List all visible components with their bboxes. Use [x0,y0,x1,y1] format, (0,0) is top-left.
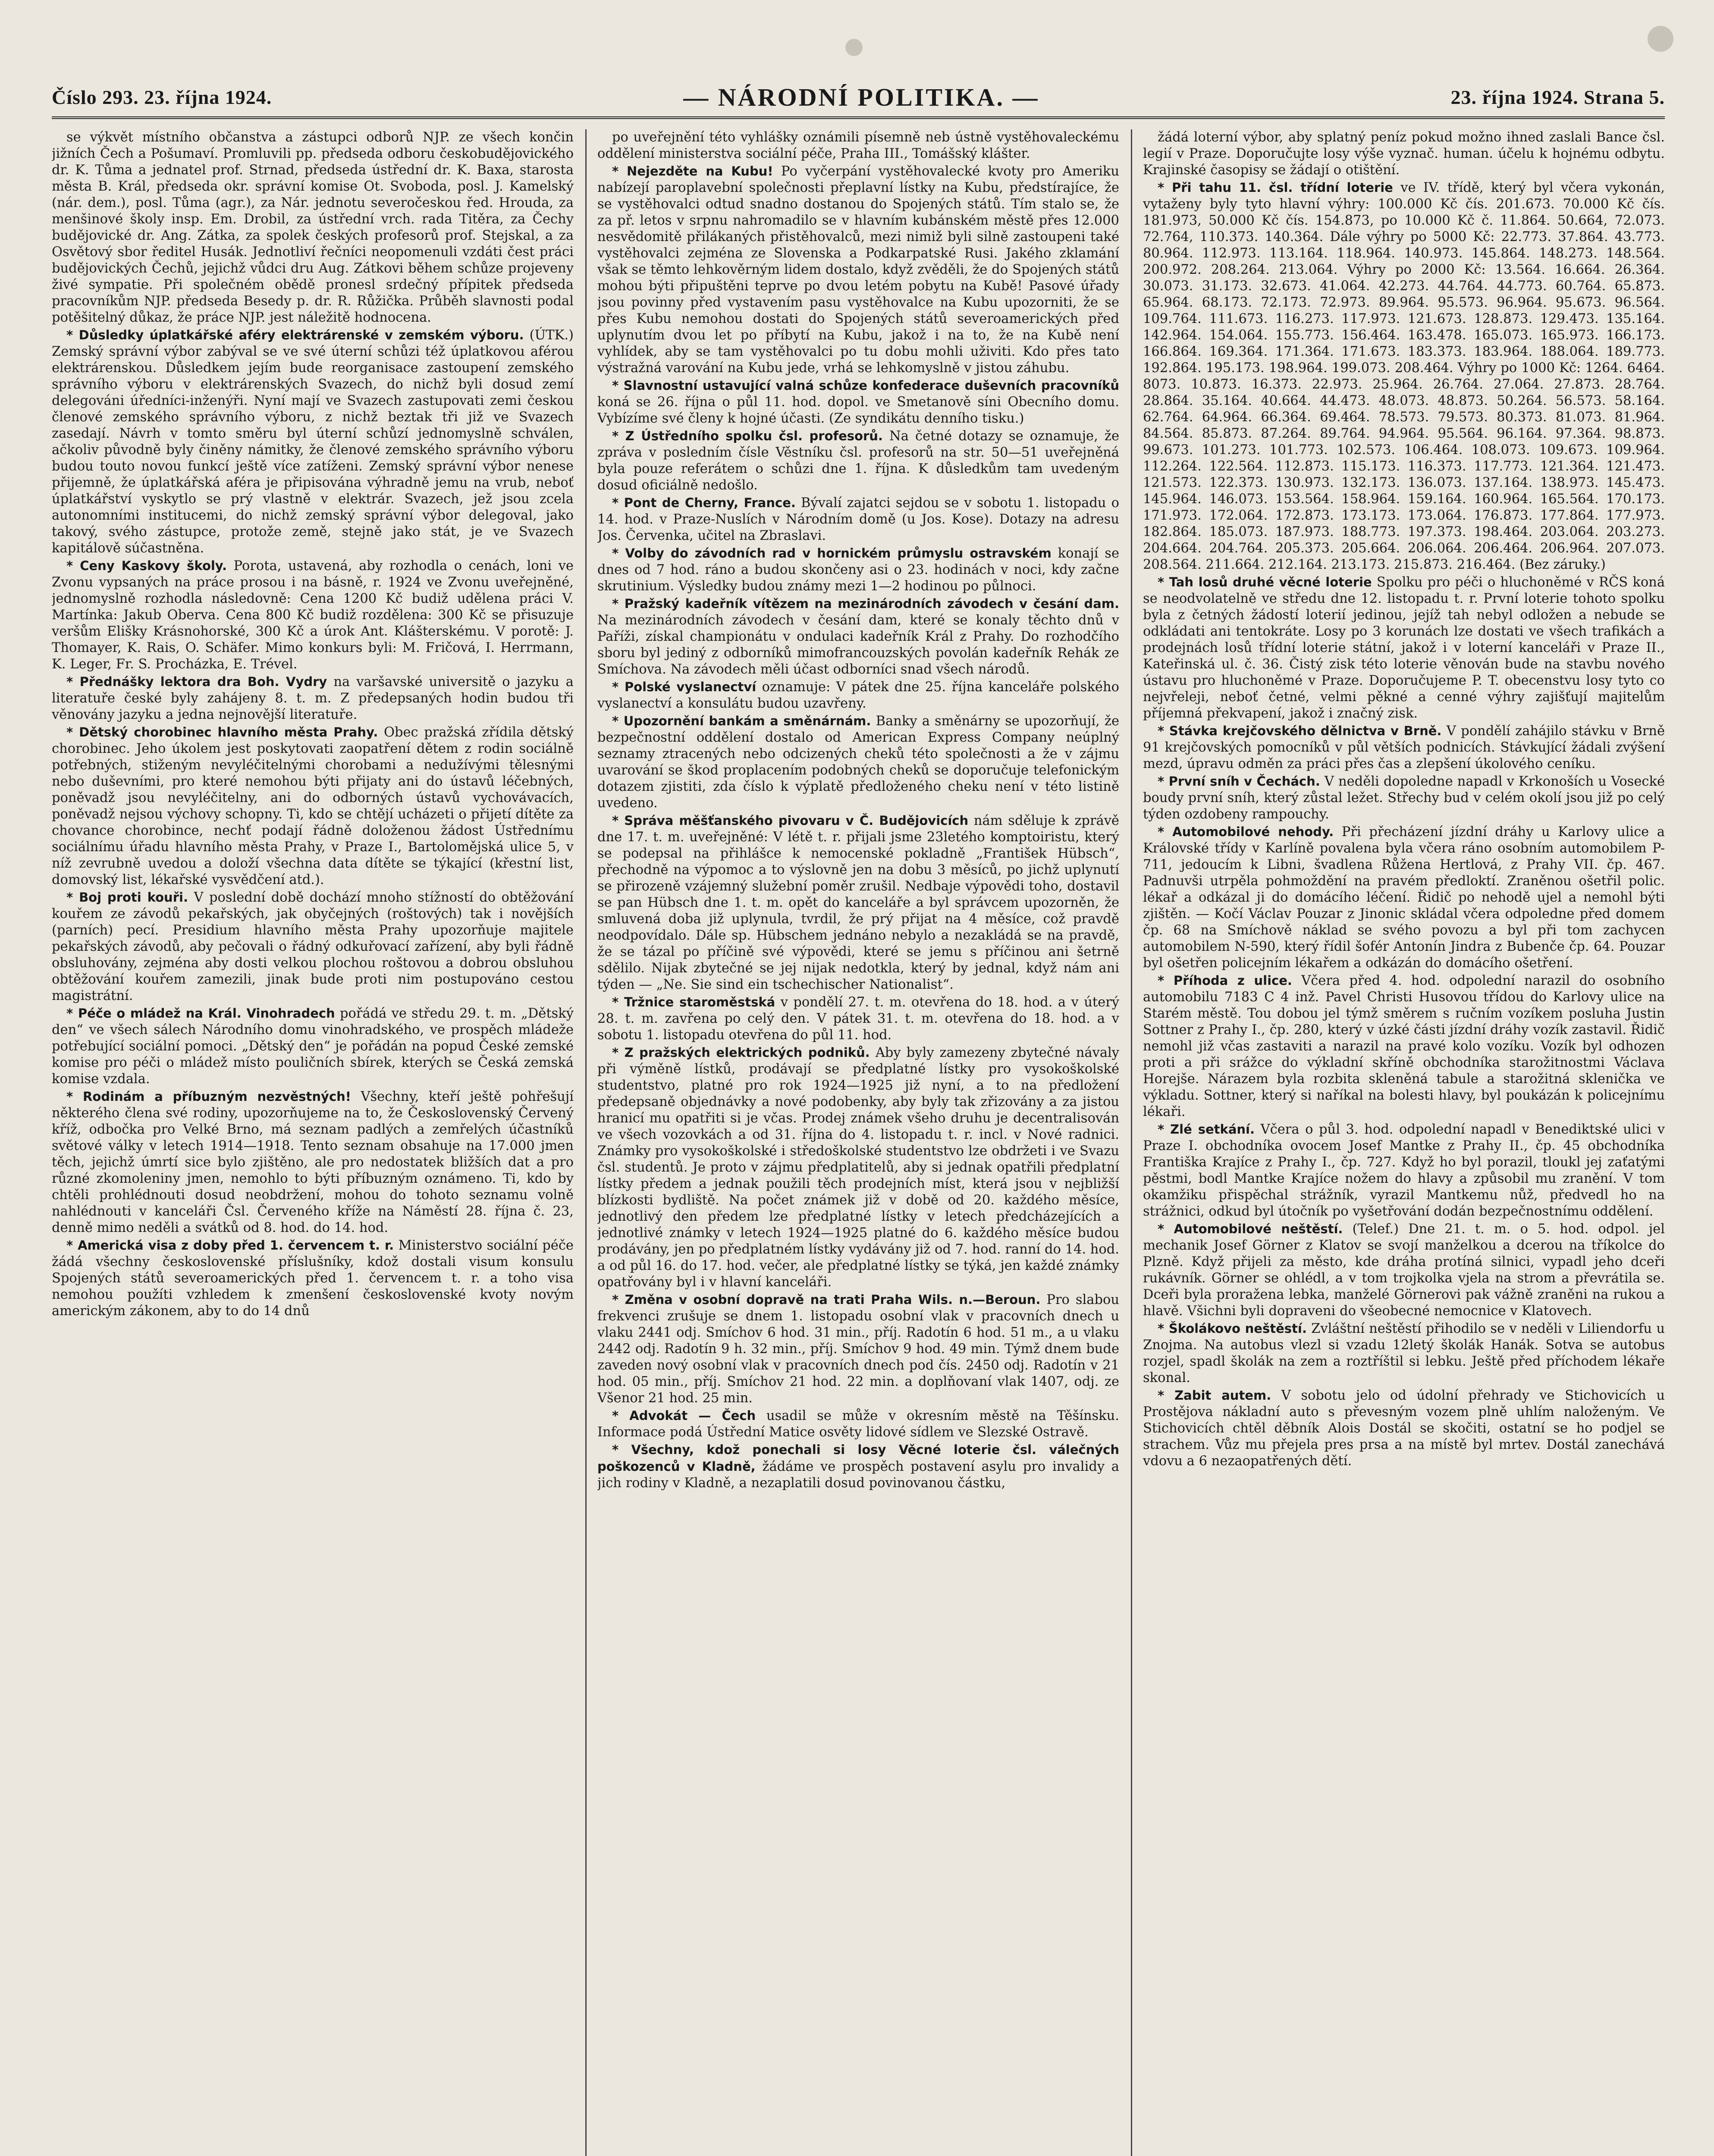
news-item [597,812,1119,993]
news-headline: * Z Ústředního spolku čsl. profesorů. [612,429,883,443]
issue-info: Číslo 293. 23. října 1924. [52,86,272,108]
newspaper-page [52,78,1665,2156]
news-body: Aby byly zamezeny zbytečné návaly při výměně lístků, prodávají se předplatné lístky pro vysokoškolské studentstvo, platné pro rok 1924—1925 již nyní, a to na předložení předepsaně objednávky a nové podobenky, aby byly tak zřizovány a za jistou hranicí mu opatřiti si je včas. Prodej známek všeho druhu je decentralisován ve všech vozovkách a od 31. října do 4. listopadu t. r. incl. v Nové radnici. Známky pro vysokoškolské i středoškolské studentstvo lze obdržeti i ve Svazu čsl. studentů. Je proto v zájmu předplatitelů, aby si jednak opatřili předplatní lístky předem a jednak použili těch prodejních míst, která jsou v nejbližší blízkosti bydliště. Na počet známek již v době od 20. každého měsíce, jednotlivý den předem lze předplatné lístky v letech předcházejících a jednotlivé známky v letech 1924—1925 platné do 6. každého měsíce budou prodávány, jen po předplatném lístky vydávány již od 7. hod. ranní do 14. hod. a od půl 16. do 17. hod. večer, ale předplatné lístky se týká, jen každé známky opatřovány byl i v hlavní kanceláři. [597,1045,1119,1290]
news-item [597,129,1119,162]
news-item [52,327,574,557]
news-headline: * Stávka krejčovského dělnictva v Brně. [1158,724,1442,738]
news-item [52,1005,574,1087]
news-headline: * Upozornění bankám a směnárnám. [612,714,871,728]
news-item [1143,773,1665,823]
page-header [52,78,1665,119]
news-item [1143,1387,1665,1470]
news-body: Všechny, kteří ještě pohřešují některého člena své rodiny, upozorňujeme na to, že Československý Červený kříž, odbočka pro Velké Brno, má seznam padlých a zemřelých účastníků světové války v letech 1914—1918. Tento seznam obsahuje na 17.000 jmen těch, jejichž úmrtí sice bylo zjištěno, ale pro nedostatek bližších dat a pro různé zkomoleniny jmen, nemohlo to býti příbuzným oznámeno. Ti, kdo by chtěli prohlédnouti dosud neobdržení, mohou do tohoto seznamu volně nahlédnouti v kanceláři Čsl. Červeného kříže na Náměstí 28. října č. 23, denně mimo neděli a svátků od 8. hod. do 14. hod. [52,1089,574,1235]
news-item [597,377,1119,427]
news-item [597,1442,1119,1492]
news-body: V sobotu jelo od údolní přehrady ve Stichovicích u Prostějova nákladní auto s převesným vozem plně uhlím naloženým. Ve Stichovicích chtěl děbník Alois Dostál se skočiti, ostatní se ho podjel se strachem. Vůz mu přejela pres prsa a na místě byl mrtev. Dostál zanechává vdovu a 6 nezaopatřených dětí. [1143,1388,1665,1469]
news-item [1143,824,1665,971]
news-body: Bývalí zajatci sejdou se v sobotu 1. listopadu o 14. hod. v Praze-Nuslích v Národním domě (u Jos. Kose). Dotazy na adresu Jos. Červenka, učitel na Zbraslavi. [597,495,1119,543]
news-headline: * Zlé setkání. [1158,1122,1255,1137]
news-headline: * Automobilové neštěstí. [1158,1222,1343,1236]
news-item [1143,129,1665,179]
news-item [597,595,1119,678]
news-item [1143,574,1665,722]
news-item [52,558,574,673]
news-item [52,724,574,888]
news-body: nám sděluje k zprávě dne 17. t. m. uveřejněné: V létě t. r. přijali jsme 23letého komptoiristu, který se podepsal na přihlášce k nemocenské pokladně „František Hübsch“, přechodně na výpomoc a to výslovně jen na dobu 3 měsíců, po jichž uplynutí se přirozeně vzájemný služební poměr zrušil. Nedbaje výpovědi toho, dostavil se pan Hübsch dne 1. t. m. opět do kanceláře a byl správcem upozorněn, že smluvená doba již uplynula, tvrdil, že prý přijat na 4 měsíce, což pravdě neodpovídalo. Dále sp. Hübschem jednáno nebylo a nezakládá se na pravdě, že se tázal po příčině své výpovědi, které se jemu s příčinou ani šetrně sdělilo. Nijak zbytečné se jej nijak nedotkla, který by jednal, když nám ani týden — „Ne. Sie sind ein tschechischer Nationalist“. [597,813,1119,992]
news-body: v pondělí 27. t. m. otevřena do 18. hod. a v úterý 28. t. m. zavřena po celý den. V pátek 31. t. m. otevřena do 18. hod. a v sobotu 1. listopadu otevřena do půl 11. hod. [597,995,1119,1043]
news-headline: * Americká visa z doby před 1. červencem t. r. [66,1238,394,1253]
news-body: po uveřejnění této vyhlášky oznámili písemně neb ústně vystěhovaleckému oddělení ministerstva sociální péče, Praha III., Tomášský klášter. [597,130,1119,161]
news-headline: * Správa měšťanského pivovaru v Č. Budějovicích [612,813,969,828]
news-body: žádáme ve prospěch postavení asylu pro invalidy a jich rodiny v Kladně, a nezaplatili dosud povinovanou částku, [597,1459,1119,1491]
news-headline: * Zabit autem. [1158,1388,1271,1403]
news-item [1143,1221,1665,1319]
news-item [52,889,574,1004]
news-item [597,163,1119,376]
news-body: pořádá ve středu 29. t. m. „Dětský den“ ve všech sálech Národního domu vinohradského, ve prospěch mládeže potřebující sociální pomoci. „Dětský den“ je pořádán na popud České zemské komise pro péči o mládež místo pouličních sbírek, kterých se Česká zemská komise vzdala. [52,1006,574,1087]
news-item [1143,1121,1665,1220]
news-item [52,129,574,326]
news-body: Pro slabou frekvenci zrušuje se dnem 1. listopadu osobní vlak v pracovních dnech u vlaku 2441 odj. Smíchov 6 hod. 31 min., příj. Radotín 6 hod. 51 m., a u vlaku 2442 odj. Radotín 9 h. 32 min., příj. Smíchov 9 hod. 49 min. Týmž dnem bude zaveden nový osobní vlak v pracovních dnech pod čís. 2450 odj. Radotín v 21 hod. 05 min., příj. Smíchov 21 hod. 22 min. a doplňovaní vlak 1407, odj. ze Všenor 21 hod. 25 min. [597,1292,1119,1406]
news-item [52,674,574,723]
news-headline: * Boj proti kouři. [66,890,188,905]
news-body: Při přecházení jízdní dráhy u Karlovy ulice a Královské třídy v Karlíně povalena byla včera ráno osobním automobilem P-711, jedoucím k Libni, švadlena Růžena Hertlová, z Prahy VII. čp. 467. Padnuvši utrpěla pohmoždění na pravém předloktí. Zraněnou ošetřil polic. lékař a odkázal ji do domácího léčení. Řidič po nehodě ujel a nemohl býti zjištěn. — Kočí Václav Pouzar z Jinonic skládal včera odpoledne před domem čp. 68 na Smíchově náklad se svého povozu a byl při tom zachycen automobilem N-590, který řídil šofér Antonín Jindra z Bubenče čp. 64. Pouzar byl ošetřen policejním lékařem a odkázán do domácího ošetření. [1143,824,1665,971]
news-item [1143,723,1665,772]
news-headline: * První sníh v Čechách. [1158,774,1320,789]
news-body: V neděli dopoledne napadl v Krkonoších u Vosecké boudy první sníh, který zůstal ležet. Střechy bud v celém okolí jsou již po celý týden ozdobeny rampouchy. [1143,774,1665,822]
news-headline: * Důsledky úplatkářské aféry elektrárenské v zemském výboru. [66,328,524,342]
news-item [597,1044,1119,1291]
news-body: usadil se může v okresním městě na Těšínsku. Informace podá Ústřední Matice osvěty lidové sídlem ve Slezské Ostravě. [597,1408,1119,1440]
news-headline: * Ceny Kaskovy školy. [66,558,227,573]
paper-stain [1648,26,1673,52]
news-item [597,428,1119,494]
article-columns [52,129,1665,2156]
news-body: Včera o půl 3. hod. odpolední napadl v Benediktské ulici v Praze I. obchodníka ovocem Josef Mantke z Prahy II., čp. 45 obchodníka Františka Krajíce z Prahy I., čp. 727. Když ho byl porazil, tloukl jej zaťatými pěstmi, bodl Mantke Krajíce nožem do hlavy a způsobil mu zranění. V tom okamžiku přispěchal strážník, vyrazil Mantkemu nůž, předvedl ho na strážnici, odkud byl útočník po vyšetřování dodán bezpečnostnímu oddělení. [1143,1122,1665,1219]
news-body: Banky a směnárny se upozorňují, že bezpečnostní oddělení dostalo od American Express Company neúplný seznamy ztracených nebo odcizených cheků této společnosti a že v zájmu uvarování se škod proplacením podobných cheků se doporučuje telefonickým dotazem zjistiti, zda číslo k výplatě předloženého cheku není v této listině uvedeno. [597,714,1119,811]
news-item [52,1237,574,1319]
news-item [597,495,1119,544]
news-body: Po vyčerpání vystěhovalecké kvoty pro Ameriku nabízejí paroplavební společnosti přeplavní lístky na Kubu, předstírajíce, že se vystěhovalci odtud snadno dostanou do Spojených států. Tím stalo se, že za př. letos v srpnu nahromadilo se v hlavním kubánském městě přes 12.000 nesvědomitě přilákaných přistěhovalců, mezi nimiž byli silně zastoupeni také vystěhovalci zejména ze Slovenska a Podkarpatské Rusi. Jakého zklamání však se těmto lehkověrným lidem dostalo, když zvěděli, že do Spojených států mohou býti připuštěni teprve po dvou letém pobytu na Kubě! Pasové úřady jsou povinny před vystavením pasu vystěhovalce na Kubu upozorniti, že se přes Kubu nemohou dostati do Spojených států severoamerických před uplynutím dvou let po příbytí na Kubu, jakož i na to, že na Kubě není vyhlídek, aby se tam vystěhovalci po tu dobu mohli uživiti. Kdo přes tato výstražná varování na Kubu jede, vrhá se lehkomyslně v jistou záhubu. [597,164,1119,376]
masthead: — NÁRODNÍ POLITIKA. — [683,83,1039,111]
news-item [597,994,1119,1044]
news-item [597,545,1119,595]
news-body: Porota, ustavená, aby rozhodla o cenách, loni ve Zvonu vypsaných na práce prosou i na básně, r. 1924 ve Zvonu uveřejněné, jednomyslně rozhodla následovně: Cena 1200 Kč budiž udělena práci V. Martínka: Jakub Oberva. Cena 800 Kč budiž rozdělena: 300 Kč se přisuzuje veršům Elišky Krásnohorské, 300 Kč a úrok Ant. Klášterskému. V porotě: J. Thomayer, K. Rais, O. Schäfer. Mimo konkurs byli: M. Fričová, I. Herrmann, K. Leger, Fr. S. Procházka, E. Trével. [52,558,574,672]
news-body: na varšavské universitě o jazyku a literatuře české byly zahájeny 8. t. m. Z předepsaných hodin budou tři věnovány jazyku a jedna nejnovější literatuře. [52,674,574,722]
news-body: Ministerstvo sociální péče žádá všechny československé příslušníky, kdož dostali visum konsulu Spojených států severoamerických před 1. červencem t. r. a toho visa nemohou použíti vzhledem k zmenšení československé kvoty novým americkým zákonem, aby to do 14 dnů [52,1238,574,1319]
news-headline: * Volby do závodních rad v hornickém průmyslu ostravském [612,546,1052,561]
news-body: V pondělí zahájilo stávku v Brně 91 krejčovských pomocníků v půl větších podnicích. Stávkující žádali zvýšení mezd, úpravu odměn za práci přes čas a zlepšení úkolového ceníku. [1143,724,1665,771]
news-headline: * Změna v osobní dopravě na trati Praha Wils. n.—Beroun. [612,1292,1041,1307]
column-3 [1143,129,1665,2156]
news-item [597,679,1119,712]
news-item [1143,1320,1665,1386]
news-headline: * Pražský kadeřník vítězem na mezinárodních závodech v česání dam. [612,596,1119,611]
news-item [597,1407,1119,1441]
paper-stain [845,39,863,56]
news-body: Včera před 4. hod. odpolední narazil do osobního automobilu 7183 C 4 inž. Pavel Christi Husovou třídou do Karlovy ulice na Starém městě. Tou dobou jel týmž směrem s ručním vozíkem posluha Justin Sottner z Prahy I., čp. 280, který v úzké části jízdní dráhy vozík zastavil. Řidič nemohl již včas zastaviti a narazil na pravé kolo vozíku. Vozík byl odhozen proti a při srážce do výkladní skříně obchodníka starožitnostmi Václava Horejše. Nárazem byla rozbita skleněná tabule a starožitná sklenička ve výkladu. Sottner, který si naříkal na bolesti hlavy, byl poukázán k policejnímu lékaři. [1143,973,1665,1119]
news-body: Spolku pro péči o hluchoněmé v RČS koná se neodvolatelně ve středu dne 12. listopadu t. r. První loterie tohoto spolku byla z četných žádostí loterií jedinou, jejíž tah nebyl odložen a nebude se odkládati ani tentokráte. Losy po 3 korunách lze dostati ve všech trafikách a prodejnách losů třídní loterie státní, jakož i v loterní kanceláři v Praze II., Kateřinská ul. č. 36. Čistý zisk této loterie věnován bude na stavbu nového ústavu pro hluchoněmé v Praze. Doporučujeme P. T. obecenstvu losy tyto co nejvřeleji, neboť četné, velmi pěkné a cenné výhry zajišťují majitelům příjemná překvapení, jakož i značný zisk. [1143,575,1665,721]
news-body: Na mezinárodních závodech v česání dam, které se konaly těchto dnů v Paříži, získal championátu v ondulaci kadeřník Král z Prahy. Do rozhodčího sboru byl jediný z odborníků mimofrancouzských povolán kadeřník Rehák ze Smíchova. Na závodech měli účast odborníci snad všech národů. [597,613,1119,677]
news-item [1143,179,1665,573]
news-headline: * Tržnice staroměstská [612,995,775,1009]
news-headline: * Polské vyslanectví [612,680,757,694]
news-body: se výkvět místního občanstva a zástupci odborů NJP. ze všech končin jižních Čech a Pošumaví. Promluvili pp. předseda odboru českobudějovického dr. K. Tůma a jednatel prof. Strnad, předseda ústřední dr. K. Baxa, starosta města B. Král, předseda okr. správní komise Ot. Svoboda, posl. J. Kamelský (nár. dem.), posl. Tůma (agr.), za Nár. jednotu severočeskou řed. Hrouda, za menšinové školy insp. Em. Drobil, za ústřední vrch. rada Titěra, za Čechy budějovické dr. Ang. Zátka, za spolek českých profesorů prof. Stejskal, a za Osvětový sbor ředitel Husák. Jednotliví řečníci neopomenuli vzdáti čest práci budějovických Čechů, jejichž vůdci dru Aug. Zátkovi během schůze projeveny živé sympatie. Při společném obědě pronesl srdečný přípitek předseda pracovníkům NJP. předseda Besedy p. dr. R. Růžička. Průběh slavnosti podal potěšitelný důkaz, že práce NJP. jest náležitě hodnocena. [52,130,574,325]
news-body: V poslední době dochází mnoho stížností do obtěžování kouřem ze závodů pekařských, jak obyčejných (roštových) tak i novějších (parních) pecí. Presidium hlavního města Prahy upozorňuje majitele pekařských závodů, aby pečovali o řádný odkuřovací zařízení, aby byli řádně obsluhovány, zejména aby dosti velkou plochou roštovou a dobrou obsluhou obtěžování kouřem zamezili, jinak bude proti nim postupováno cestou magistrátní. [52,890,574,1003]
news-headline: * Tah losů druhé věcné loterie [1158,575,1372,589]
news-headline: * Při tahu 11. čsl. třídní loterie [1158,180,1393,195]
news-headline: * Všechny, kdož ponechali si losy Věcné loterie čsl. válečných poškozenců v Kladně, [597,1442,1119,1474]
news-body: ve IV. třídě, který byl včera vykonán, vytaženy byly tyto hlavní výhry: 100.000 Kč čís. 201.673. 70.000 Kč čís. 181.973, 50.000 Kč čís. 154.873, po 10.000 Kč č. 11.864. 50.664, 72.073. 72.764, 110.373. 140.364. Dále výhry po 5000 Kč: 22.773. 37.864. 43.773. 80.964. 112.973. 113.164. 118.964. 140.973. 145.864. 148.273. 148.564. 200.972. 208.264. 213.064. Výhry po 2000 Kč: 13.564. 16.664. 26.364. 30.073. 31.173. 32.673. 41.064. 42.273. 44.764. 44.773. 60.764. 65.873. 65.964. 68.173. 72.173. 72.973. 89.964. 95.573. 96.964. 95.673. 96.564. 109.764. 111.673. 116.273. 117.973. 121.673. 128.873. 129.473. 135.164. 142.964. 154.064. 155.773. 156.464. 163.478. 165.073. 165.973. 166.173. 166.864. 169.364. 171.364. 171.673. 183.373. 183.964. 188.064. 189.773. 192.864. 195.173. 198.964. 199.073. 208.464. Výhry po 1000 Kč: 1264. 6464. 8073. 10.873. 16.373. 22.973. 25.964. 26.764. 27.064. 27.873. 28.764. 28.864. 35.164. 40.664. 44.473. 48.073. 48.873. 50.264. 56.573. 58.164. 62.764. 64.964. 66.364. 69.464. 78.573. 79.573. 80.373. 81.073. 81.964. 84.564. 85.873. 87.264. 89.764. 94.964. 95.564. 96.164. 97.364. 98.873. 99.673. 101.273. 101.773. 102.573. 106.464. 108.073. 109.673. 109.964. 112.264. 122.564. 112.873. 115.173. 116.373. 117.773. 121.364. 121.473. 121.573. 122.373. 130.973. 132.173. 136.073. 137.164. 138.973. 145.473. 145.964. 146.073. 153.564. 158.964. 159.164. 160.964. 165.564. 170.173. 171.973. 172.064. 172.873. 173.173. 173.064. 176.873. 177.864. 177.973. 182.864. 185.073. 187.973. 188.773. 197.373. 198.464. 203.064. 203.273. 204.664. 204.764. 205.373. 205.664. 206.064. 206.464. 206.964. 207.073. 208.564. 211.664. 212.164. 213.173. 215.873. 216.464. (Bez záruky.) [1143,180,1665,572]
news-headline: * Automobilové nehody. [1158,824,1334,839]
news-headline: * Příhoda z ulice. [1158,973,1292,988]
news-body: Na četné dotazy se oznamuje, že zpráva v posledním čísle Věstníku čsl. profesorů na str. 50—51 uveřejněná byla pouze referátem o schůzi dne 1. října. K důsledkům tam uvedeným dosud oficiálně nedošlo. [597,429,1119,493]
news-headline: * Rodinám a příbuzným nezvěstných! [66,1089,352,1104]
news-item [597,1291,1119,1407]
news-body: Zvláštní neštěstí přihodilo se v neděli v Liliendorfu u Znojma. Na autobus vlezl si vzadu 12letý školák Hanák. Sotva se autobus rozjel, spadl školák na zem a roztříštil si lebku. Ještě před příchodem lékaře skonal. [1143,1321,1665,1385]
news-headline: * Advokát — Čech [612,1408,756,1423]
column-1 [52,129,574,2156]
news-headline: * Slavnostní ustavující valná schůze konfederace duševních pracovníků [612,378,1119,393]
news-item [1143,972,1665,1120]
news-headline: * Péče o mládež na Král. Vinohradech [66,1006,335,1021]
news-body: oznamuje: V pátek dne 25. října kanceláře polského vyslanectví a konsulátu budou uzavřeny. [597,680,1119,711]
news-headline: * Přednášky lektora dra Boh. Vydry [66,674,327,689]
news-headline: * Školákovo neštěstí. [1158,1321,1307,1336]
news-headline: * Dětský chorobinec hlavního města Prahy. [66,725,378,740]
news-item [52,1088,574,1236]
column-2 [597,129,1119,2156]
news-body: (ÚTK.) Zemský správní výbor zabýval se ve své úterní schůzi též úplatkovou aférou elektrárenskou. Důsledkem jejím bude reorganisace zastoupení zemského správního výboru v elektrárenských Svazech, do nichž byli dosud zemí delegováni úředníci-inženýři. Nyní mají ve Svazech zastupovati zemi českou členové zemského správního výboru, z nichž beztak tři již ve Svazech zasedají. Návrh v tomto směru byl úterní schůzí jednomyslně schválen, ačkoliv původně byly činěny námitky, že členové zemského správního výboru budou touto novou funkcí ještě více zatíženi. Zemský správní výbor nenese přijemně, že úplatkářská aféra je připisována výhradně jemu na vrub, neboť úplatkářství vyskytlo se prý vlastně v elektrár. Svazech, jež jsou zcela autonomními institucemi, do nichž zemský správní výbor delegoval, jako takový, svého zástupce, protože země, stejně jako stát, je ve Svazech kapitálově súčastněna. [52,328,574,556]
news-body: koná se 26. října o půl 11. hod. dopol. ve Smetanově síni Obecního domu. Vybízíme své členy k hojné účasti. (Ze syndikátu denního tisku.) [597,395,1119,426]
news-body: (Telef.) Dne 21. t. m. o 5. hod. odpol. jel mechanik Josef Görner z Klatov se svojí manželkou a dcerou na tříkolce do Plzně. Když přijeli za město, kde dráha protíná silnici, vypadl jeho dceři rukávník. Görner se ohlédl, a v tom trojkolka vjela na strom a převrátila se. Dceři byla proražena lebka, manželé Görnerovi pak vážně zraněni na rukou a hlavě. Všichni byli dopraveni do všeobecné nemocnice v Klatovech. [1143,1222,1665,1319]
news-headline: * Pont de Cherny, France. [612,495,796,510]
page-info: 23. října 1924. Strana 5. [1450,86,1665,108]
news-headline: * Nejezděte na Kubu! [612,164,773,179]
news-headline: * Z pražských elektrických podniků. [612,1045,870,1060]
news-item [597,713,1119,812]
news-body: Obec pražská zřídila dětský chorobinec. Jeho úkolem jest poskytovati zaopatření dětem z rodin sociálně potřebných, stiženým nevyléčitelnými chorobami a nedužívými tělesnými nebo duševními, pro které nemohou býti přijaty ani do ústavů léčebných, poněvadž jsou nevyléčitelny, ani do odborných ústavů vychovávacích, poněvadž nejsou výchovy schopny. Ti, kdo se chtějí ucházeti o přijetí dítěte za chovance chorobince, nechť podají řádně doloženou žádost Ústřednímu sociálnímu úřadu hlavního města Prahy, v Praze I., Bartolomějská ulice 5, v níž zevrubně uvedou a doloží všechna data dítěte se týkající (křestní list, domovský list, lékařské vysvědčení atd.). [52,725,574,887]
news-body: konají se dnes od 7 hod. ráno a budou skončeny asi o 23. hodinách v noci, kdy začne skrutinium. Výsledky budou známy mezi 1—2 hodinou po půlnoci. [597,546,1119,594]
news-body: žádá loterní výbor, aby splatný peníz pokud možno ihned zaslali Bance čsl. legií v Praze. Doporučujte losy výše vyznač. human. účelu k hojnému odbytu. Krajinské časopisy se žádají o otištění. [1143,130,1665,178]
